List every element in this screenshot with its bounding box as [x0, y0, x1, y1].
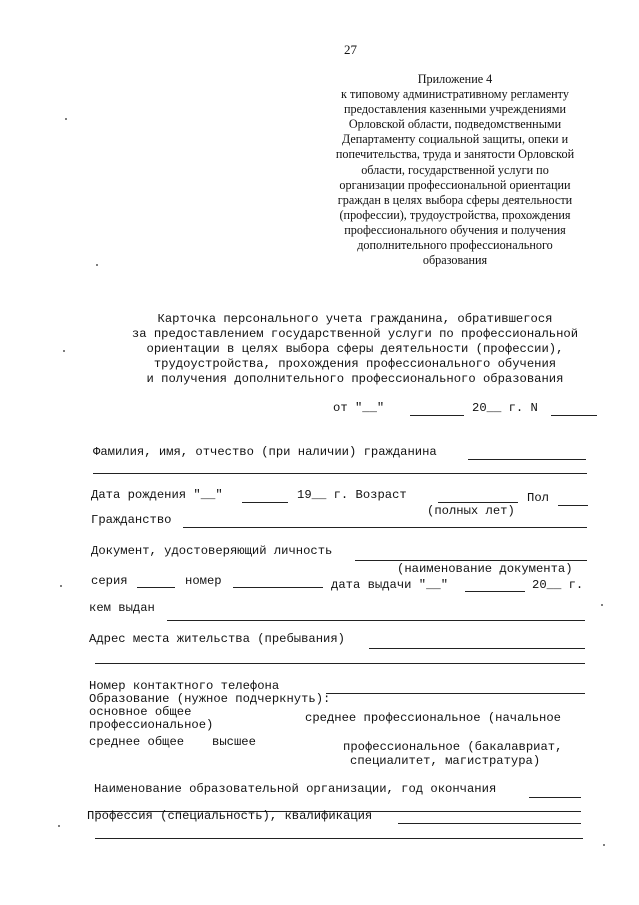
series-label: серия [91, 574, 128, 588]
appendix-line: Приложение 4 [417, 72, 493, 86]
appendix-line: к типовому административному регламенту [341, 87, 569, 102]
phone-label: Номер контактного телефона [89, 679, 280, 693]
card-number-blank[interactable] [551, 415, 597, 416]
card-title-line: за предоставлением государственной услуги по профессиональной [131, 327, 579, 341]
edu-secondary-general[interactable]: среднее общее [89, 735, 185, 749]
card-title-line: и получения дополнительного профессионального образования [146, 372, 564, 386]
card-title-line: Карточка персонального учета гражданина, обратившегося [157, 312, 553, 326]
appendix-line: образования [422, 253, 488, 268]
issue-month-blank[interactable] [465, 591, 525, 592]
card-title-line: трудоустройства, прохождения профессионального обучения [153, 357, 557, 371]
series-blank[interactable] [137, 587, 175, 588]
number-label: номер [185, 574, 222, 588]
profession-blank-2[interactable] [95, 838, 583, 839]
issue-date-label: дата выдачи "__" [331, 578, 449, 592]
profession-blank[interactable] [398, 823, 581, 824]
identity-document-blank[interactable] [355, 560, 587, 561]
appendix-line: Орловской области, подведомственными [348, 117, 562, 132]
address-blank[interactable] [369, 648, 585, 649]
card-title [90, 312, 620, 387]
citizenship-blank[interactable] [183, 527, 587, 528]
edu-higher-vocational: профессиональное (бакалавриат, [343, 740, 563, 754]
edu-higher-degrees: специалитет, магистратура) [350, 754, 541, 768]
appendix-line: предоставления казенными учреждениями [343, 102, 567, 117]
scan-speck [58, 825, 60, 827]
card-title-line: ориентации в целях выбора сферы деятельности (профессии), [146, 342, 564, 356]
scan-speck [63, 350, 65, 352]
date-from-label: от "__" [333, 401, 385, 415]
scan-speck [96, 264, 98, 266]
appendix-line: (профессии), трудоустройства, прохождения [339, 207, 571, 222]
appendix-line: организации профессиональной ориентации [339, 177, 571, 192]
full-name-blank[interactable] [468, 459, 586, 460]
address-label: Адрес места жительства (пребывания) [89, 632, 345, 646]
institution-label: Наименование образовательной организации, год окончания [94, 782, 497, 796]
appendix-line: области, государственной услуги по [361, 162, 549, 177]
full-name-label: Фамилия, имя, отчество (при наличии) гражданина [93, 445, 437, 459]
issued-by-blank[interactable] [167, 620, 585, 621]
edu-basic-general[interactable]: основное общее [89, 705, 192, 719]
birth-date-label: Дата рождения "__" [91, 488, 223, 502]
scan-speck [601, 604, 603, 606]
full-name-blank-2[interactable] [93, 473, 587, 474]
birth-month-blank[interactable] [242, 502, 288, 503]
scan-speck [60, 585, 62, 587]
sex-label: Пол [527, 491, 549, 505]
citizenship-label: Гражданство [91, 513, 172, 527]
issued-by-label: кем выдан [89, 601, 155, 615]
appendix-line: граждан в целях выбора сферы деятельности [337, 192, 573, 207]
scan-speck [603, 844, 605, 846]
address-blank-2[interactable] [95, 663, 585, 664]
edu-vocational-cont: профессиональное) [89, 718, 214, 732]
scan-speck [65, 118, 67, 120]
appendix-line: дополнительного профессионального [357, 238, 553, 253]
date-month-blank[interactable] [410, 415, 464, 416]
profession-label: Профессия (специальность), квалификация [87, 809, 373, 823]
appendix-header [300, 72, 610, 268]
full-years-hint: (полных лет) [427, 504, 515, 518]
edu-secondary-vocational[interactable]: среднее профессиональное (начальное [305, 711, 561, 725]
page-number: 27 [344, 42, 357, 57]
appendix-line: Департаменту социальной защиты, опеки и [341, 132, 569, 147]
birth-year-label: 19__ г. Возраст [297, 488, 407, 502]
appendix-line: попечительства, труда и занятости Орловской [335, 147, 575, 162]
sex-blank[interactable] [558, 505, 588, 506]
appendix-line: профессионального обучения и получения [344, 222, 566, 237]
issue-year-label: 20__ г. [532, 578, 584, 592]
phone-blank[interactable] [326, 693, 585, 694]
edu-higher[interactable]: высшее [212, 735, 256, 749]
institution-blank[interactable] [529, 797, 581, 798]
identity-document-label: Документ, удостоверяющий личность [91, 544, 333, 558]
number-blank[interactable] [233, 587, 323, 588]
education-heading: Образование (нужное подчеркнуть): [89, 692, 331, 706]
date-year-label: 20__ г. N [472, 401, 538, 415]
document-name-hint: (наименование документа) [397, 562, 573, 576]
age-blank[interactable] [438, 502, 518, 503]
